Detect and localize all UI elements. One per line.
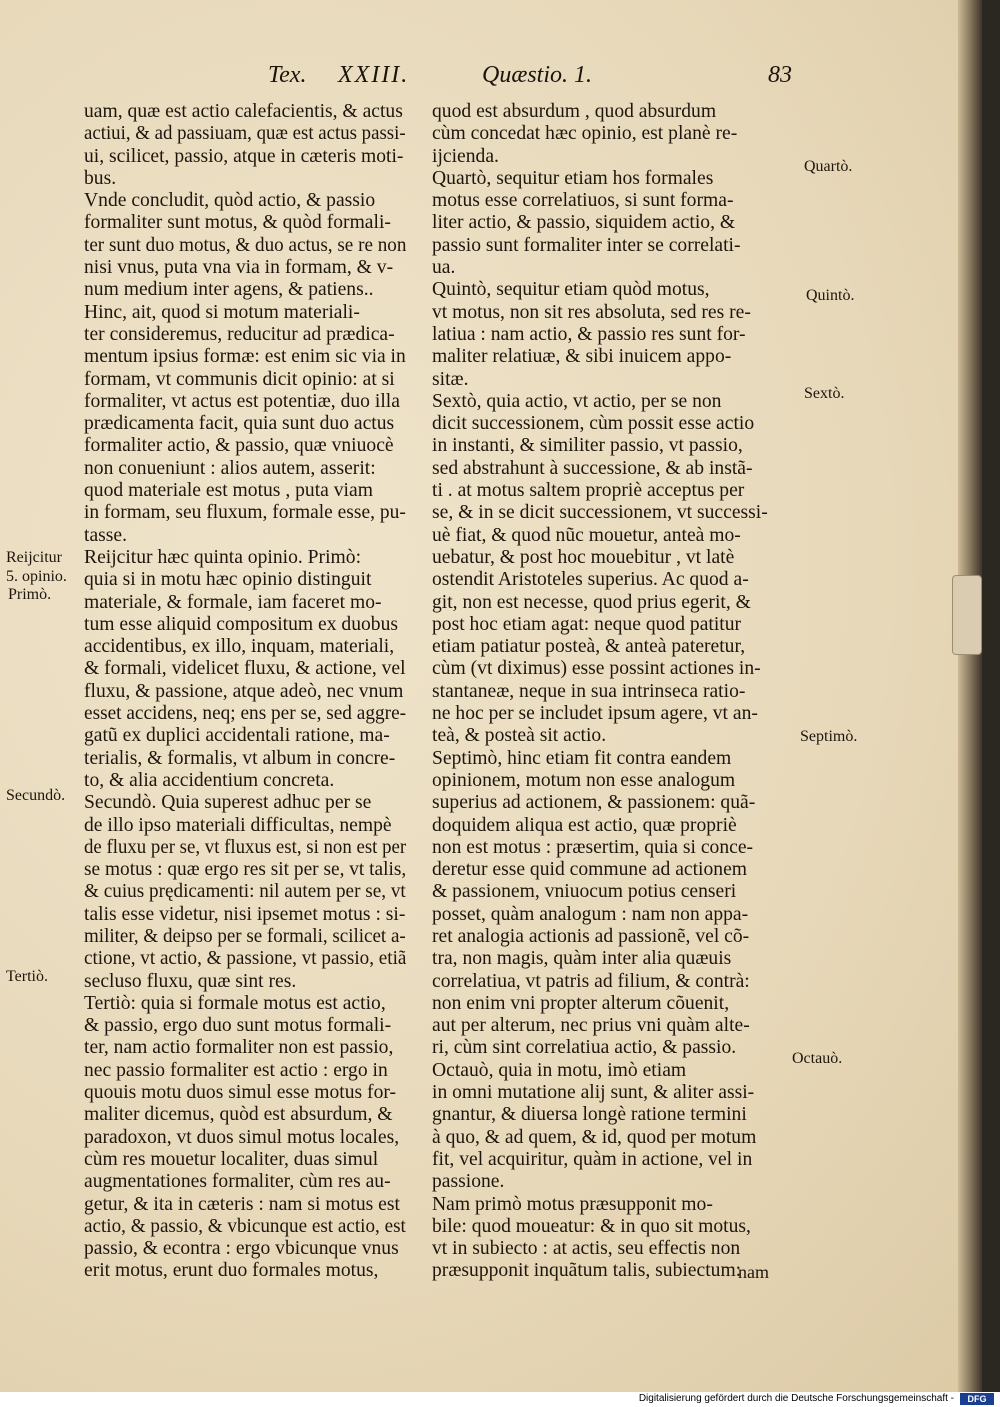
text-line: posset, quàm analogum : nam non appa- xyxy=(432,903,749,925)
text-line: vt motus, non sit res absoluta, sed res re- xyxy=(432,301,751,323)
text-line: Reijcitur hæc quinta opinio. Primò: xyxy=(84,546,362,568)
margin-note-sexto: Sextò. xyxy=(804,385,845,402)
margin-note-secundo: Secundò. xyxy=(6,787,66,804)
text-line: stantaneæ, neque in sua intrinseca ratio- xyxy=(432,680,746,702)
text-line: passione. xyxy=(432,1171,505,1193)
text-line: militer, & deipso per se formali, scilicet a- xyxy=(84,925,406,947)
text-line: num medium inter agens, & patiens.. xyxy=(84,279,374,301)
text-line: formam, vt communis dicit opinio: at si xyxy=(84,368,395,390)
text-line: ti . at motus saltem propriè acceptus per xyxy=(432,480,745,502)
text-line: quod materiale est motus , puta viam xyxy=(84,480,373,502)
text-line: nisi vnus, puta vna via in formam, & v- xyxy=(84,257,394,279)
text-line: sed abstrahunt à successione, & ab instã- xyxy=(432,457,753,479)
text-line: ua. xyxy=(432,257,456,279)
text-line: quouis motu duos simul esse motus for- xyxy=(84,1082,397,1104)
text-line: de fluxu per se, vt fluxus est, si non est per xyxy=(84,836,407,858)
text-line: in instanti, & similiter passio, vt passio, xyxy=(432,435,743,457)
text-line: teà, & posteà sit actio. xyxy=(432,725,607,747)
text-line: ter sunt duo motus, & duo actus, se re non xyxy=(84,234,407,256)
text-line: Secundò. Quia superest adhuc per se xyxy=(84,792,372,814)
text-line: actiui, & ad passiuam, quæ est actus passi- xyxy=(84,123,406,145)
text-line: non conueniunt : alios autem, asserit: xyxy=(84,457,376,479)
text-line: dicit successionem, cùm possit esse actio xyxy=(432,413,755,435)
margin-note-quarto: Quartò. xyxy=(804,158,853,175)
text-line: talis esse videtur, nisi ipsemet motus : si- xyxy=(84,903,406,925)
text-line: erit motus, erunt duo formales motus, xyxy=(84,1260,379,1282)
margin-note-quinto: Quintò. xyxy=(806,287,855,304)
text-line: Nam primò motus præsupponit mo- xyxy=(432,1193,713,1215)
text-line: sitæ. xyxy=(432,368,469,390)
text-line: ter, nam actio formaliter non est passio, xyxy=(84,1037,394,1059)
text-line: mentum ipsius formæ: est enim sic via in xyxy=(84,346,406,368)
text-line: post hoc etiam agat: neque quod patitur xyxy=(432,613,742,635)
text-line: tum esse aliquid compositum ex duobus xyxy=(84,613,399,635)
text-line: formaliter actio, & passio, quæ vniuocè xyxy=(84,435,394,457)
text-line: à quo, & ad quem, & id, quod per motum xyxy=(432,1126,757,1148)
text-line: maliter dicemus, quòd est absurdum, & xyxy=(84,1104,393,1126)
text-line: paradoxon, vt duos simul motus locales, xyxy=(84,1126,400,1148)
text-line: passio sunt formaliter inter se correlati- xyxy=(432,234,741,256)
text-line: cùm (vt diximus) esse possint actiones in- xyxy=(432,658,761,680)
text-line: de illo ipso materiali difficultas, nempè xyxy=(84,814,392,836)
text-line: gatũ ex duplici accidentali ratione, ma- xyxy=(84,725,390,747)
text-line: ret analogia actionis ad passionẽ, vel cõ- xyxy=(432,925,750,947)
text-line: in formam, seu fluxum, formale esse, pu- xyxy=(84,502,406,524)
text-line: augmentationes formaliter, cùm res au- xyxy=(84,1171,391,1193)
text-line: cùm concedat hæc opinio, est planè re- xyxy=(432,123,738,145)
text-line: terialis, & formalis, vt album in concre- xyxy=(84,747,396,769)
header-quaestio: Quæstio. 1. xyxy=(482,62,593,88)
text-line: & passionem, vniuocum potius censeri xyxy=(432,881,737,903)
text-line: materiale, & formale, iam faceret mo- xyxy=(84,591,382,613)
text-line: Tertiò: quia si formale motus est actio, xyxy=(84,992,386,1014)
running-header xyxy=(0,62,900,92)
text-line: quod est absurdum , quod absurdum xyxy=(432,101,717,122)
text-line: accidentibus, ex illo, inquam, materiali, xyxy=(84,636,395,658)
text-line: uè fiat, & quod nũc mouetur, anteà mo- xyxy=(432,524,741,546)
text-line: se motus : quæ ergo res sit per se, vt talis, xyxy=(84,859,407,881)
text-line: superius ad actionem, & passionem: quã- xyxy=(432,792,756,814)
text-line: prædicamenta facit, quia sunt duo actus xyxy=(84,413,395,435)
text-line: deretur esse quid commune ad actionem xyxy=(432,859,748,881)
text-line: fluxu, & passione, atque adeò, nec vnum xyxy=(84,680,404,702)
text-line: latiua : nam actio, & passio res sunt for- xyxy=(432,323,746,345)
text-line: ijcienda. xyxy=(432,145,499,167)
text-line: non enim vni propter alterum cõuenit, xyxy=(432,992,730,1014)
margin-note-primo: Primò. xyxy=(8,586,52,603)
header-text-label: Tex. xyxy=(268,62,307,88)
text-line: opinionem, motum non esse analogum xyxy=(432,769,736,791)
text-line: etiam patiatur posteà, & anteà pateretur, xyxy=(432,636,746,658)
text-line: formaliter, vt actus est potentiæ, duo illa xyxy=(84,390,400,412)
text-line: ter consideremus, reducitur ad prædica- xyxy=(84,323,395,345)
text-line: vt in subiecto : at actis, seu effectis non xyxy=(432,1238,741,1260)
text-line: ctione, vt actio, & passione, vt passio, etiã xyxy=(84,948,407,970)
text-line: se, & in se dicit successionem, vt successi- xyxy=(432,502,768,524)
text-line: aut per alterum, nec prius vni quàm alte- xyxy=(432,1015,750,1037)
text-line: Quartò, sequitur etiam hos formales xyxy=(432,167,714,189)
text-line: passio, & econtra : ergo vbicunque vnus xyxy=(84,1238,399,1260)
text-line: esset accidens, neq; ens per se, sed aggre- xyxy=(84,703,407,725)
text-line: secluso fluxu, quæ sint res. xyxy=(84,970,297,992)
text-line: tasse. xyxy=(84,524,127,546)
page-number: 83 xyxy=(768,62,792,88)
margin-note-tertio: Tertiò. xyxy=(6,968,48,985)
text-line: to, & alia accidentium concreta. xyxy=(84,769,335,791)
margin-note-reijcitur: Reijcitur xyxy=(6,549,62,566)
text-line: cùm res mouetur localiter, duas simul xyxy=(84,1148,379,1170)
text-line: Hinc, ait, quod si motum materiali- xyxy=(84,301,360,323)
text-line: tra, non magis, quàm inter alia quæuis xyxy=(432,948,732,970)
text-line: & cuius prędicamenti: nil autem per se, vt xyxy=(84,881,406,903)
text-line: nec passio formaliter est actio : ergo in xyxy=(84,1059,388,1081)
header-text-number: XXIII. xyxy=(338,62,410,88)
left-text-column xyxy=(84,101,406,1283)
text-line: gnantur, & diuersa longè ratione termini xyxy=(432,1104,747,1126)
text-line: fit, vel acquiritur, quàm in actione, vel in xyxy=(432,1148,753,1170)
page-edge-tab xyxy=(952,575,982,655)
text-line: actio, & passio, & vbicunque est actio, est xyxy=(84,1215,406,1237)
text-line: bile: quod moueatur: & in quo sit motus, xyxy=(432,1215,751,1237)
margin-note-septimo: Septimò. xyxy=(800,728,858,745)
text-line: maliter relatiuæ, & sibi inuicem appo- xyxy=(432,346,732,368)
dfg-logo: DFG xyxy=(960,1393,994,1405)
text-line: ri, cùm sint correlatiua actio, & passio. xyxy=(432,1037,737,1059)
margin-note-quinta-opinio: 5. opinio. xyxy=(6,568,67,585)
text-line: bus. xyxy=(84,167,117,189)
right-text-column xyxy=(432,101,796,1283)
text-line: Quintò, sequitur etiam quòd motus, xyxy=(432,279,710,301)
text-line: ostendit Aristoteles superius. Ac quod a- xyxy=(432,569,749,591)
text-line: uam, quæ est actio calefacientis, & actus xyxy=(84,101,403,122)
text-line: in omni mutatione alij sunt, & aliter assi- xyxy=(432,1082,755,1104)
text-line: uebatur, & post hoc mouebitur , vt latè xyxy=(432,546,735,568)
text-line: Vnde concludit, quòd actio, & passio xyxy=(84,190,376,212)
text-line: git, non est necesse, quod prius egerit, & xyxy=(432,591,751,613)
text-line: non est motus : præsertim, quia si conce- xyxy=(432,836,754,858)
text-line: getur, & ita in cæteris : nam si motus est xyxy=(84,1193,400,1215)
footer-credit: Digitalisierung gefördert durch die Deutsche Forschungsgemeinschaft - xyxy=(638,1393,954,1404)
text-line: ne hoc per se includet ipsum agere, vt an- xyxy=(432,703,758,725)
text-line: præsupponit inquãtum talis, subiectum: xyxy=(432,1260,742,1282)
book-spine-edge xyxy=(958,0,982,1392)
text-line: Sextò, quia actio, vt actio, per se non xyxy=(432,390,722,412)
text-line: & passio, ergo duo sunt motus formali- xyxy=(84,1015,392,1037)
text-line: & formali, videlicet fluxu, & actione, vel xyxy=(84,658,406,680)
text-line: Septimò, hinc etiam fit contra eandem xyxy=(432,747,732,769)
text-line: doquidem aliqua est actio, quæ propriè xyxy=(432,814,737,836)
text-line: liter actio, & passio, siquidem actio, & xyxy=(432,212,736,234)
text-line: correlatiua, vt patris ad filium, & contrà: xyxy=(432,970,750,992)
text-line: motus esse correlatiuos, si sunt forma- xyxy=(432,190,734,212)
text-line: quia si in motu hæc opinio distinguit xyxy=(84,569,372,591)
text-line: ui, scilicet, passio, atque in cæteris moti- xyxy=(84,145,404,167)
text-line: Octauò, quia in motu, imò etiam xyxy=(432,1059,687,1081)
text-line: formaliter sunt motus, & quòd formali- xyxy=(84,212,391,234)
catchword: nam xyxy=(738,1262,769,1282)
margin-note-octauo: Octauò. xyxy=(792,1050,843,1067)
